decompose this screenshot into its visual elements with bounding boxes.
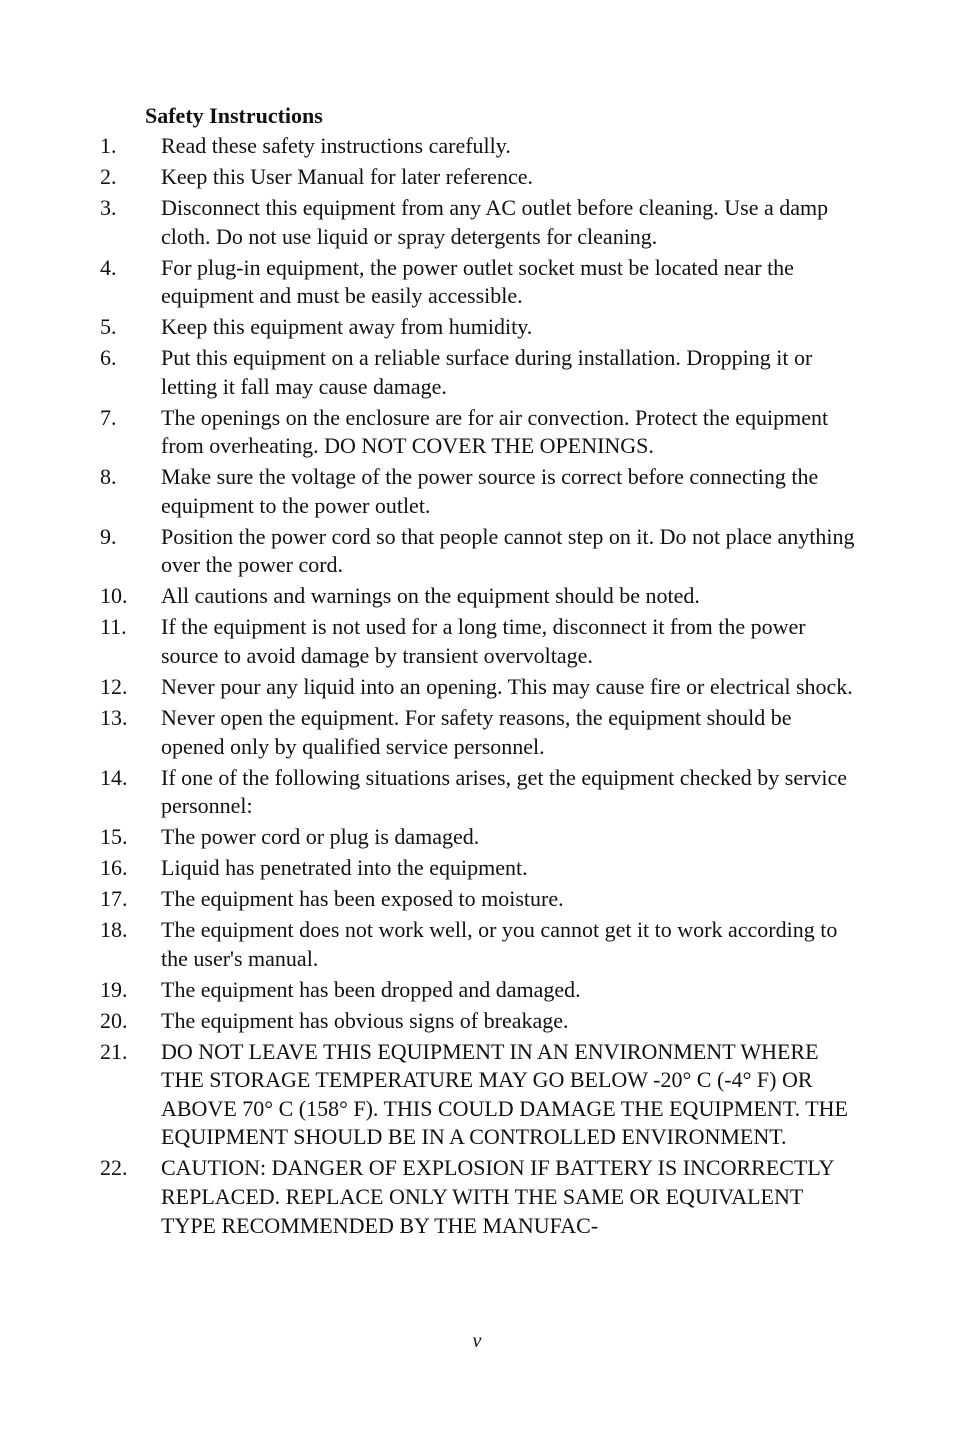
list-item bbox=[100, 132, 860, 161]
list-item-number: 2. bbox=[100, 163, 117, 189]
list-item-text: Never pour any liquid into an opening. This may cause fire or electrical shock. bbox=[161, 673, 853, 699]
list-item-text: Position the power cord so that people cannot step on it. Do not place anything over the power cord. bbox=[161, 523, 855, 578]
list-item bbox=[100, 1038, 860, 1152]
list-item-text: Keep this equipment away from humidity. bbox=[161, 314, 533, 340]
list-item-number: 6. bbox=[100, 345, 117, 371]
list-item-number: 11. bbox=[100, 614, 127, 640]
list-item-number: 7. bbox=[100, 404, 117, 430]
list-item bbox=[100, 344, 860, 401]
list-item-text: The openings on the enclosure are for air convection. Protect the equipment from overheating. DO NOT COVER THE OPENINGS. bbox=[161, 404, 829, 459]
page-title: Safety Instructions bbox=[145, 103, 323, 128]
list-item-text: The equipment has been dropped and damaged. bbox=[161, 976, 581, 1002]
list-item-text: The equipment has obvious signs of breakage. bbox=[161, 1007, 569, 1033]
list-item-text: Disconnect this equipment from any AC outlet before cleaning. Use a damp cloth. Do not use liquid or spray detergents for cleaning. bbox=[161, 194, 829, 249]
list-item bbox=[100, 885, 860, 914]
list-item-number: 18. bbox=[100, 917, 128, 943]
list-item-number: 5. bbox=[100, 314, 117, 340]
list-item-text: Read these safety instructions carefully. bbox=[161, 133, 511, 158]
list-item-text: For plug-in equipment, the power outlet socket must be located near the equipment and must be easily accessible. bbox=[161, 254, 794, 309]
page-number: v bbox=[472, 1330, 482, 1352]
list-item-number: 13. bbox=[100, 704, 128, 730]
list-item bbox=[100, 1007, 860, 1036]
list-item bbox=[100, 254, 860, 311]
list-item bbox=[100, 523, 860, 580]
list-item-number: 3. bbox=[100, 194, 117, 220]
list-item-number: 8. bbox=[100, 464, 117, 490]
list-item-number: 17. bbox=[100, 886, 128, 912]
list-item bbox=[100, 916, 860, 973]
list-item-number: 22. bbox=[100, 1155, 128, 1181]
list-item-text: Liquid has penetrated into the equipment. bbox=[161, 855, 528, 881]
list-item-text: All cautions and warnings on the equipment should be noted. bbox=[161, 583, 700, 609]
list-item bbox=[100, 613, 860, 670]
safety-instructions-list bbox=[100, 132, 860, 1243]
list-item-text: DO NOT LEAVE THIS EQUIPMENT IN AN ENVIRONMENT WHERE THE STORAGE TEMPERATURE MAY GO BELOW -20° C (-4° F) OR ABOVE 70° C (158° F). THIS COULD DAMAGE THE EQUIPMENT. THE EQUIPMENT SHOULD BE IN A CONTROLLED ENVIRONMENT. bbox=[161, 1038, 848, 1150]
list-item bbox=[100, 673, 860, 702]
list-item bbox=[100, 976, 860, 1005]
list-item bbox=[100, 854, 860, 883]
list-item bbox=[100, 582, 860, 611]
list-item-number: 14. bbox=[100, 764, 128, 790]
list-item-number: 16. bbox=[100, 855, 128, 881]
list-item-text: Keep this User Manual for later reference. bbox=[161, 163, 533, 189]
list-item-number: 20. bbox=[100, 1007, 128, 1033]
list-item-number: 1. bbox=[100, 133, 117, 158]
list-item-text: Put this equipment on a reliable surface during installation. Dropping it or letting it fall may cause damage. bbox=[161, 345, 813, 399]
list-item bbox=[100, 163, 860, 192]
list-item-number: 15. bbox=[100, 824, 128, 850]
list-item-number: 19. bbox=[100, 976, 128, 1002]
list-item bbox=[100, 404, 860, 461]
list-item-text: The equipment does not work well, or you cannot get it to work according to the user's manual. bbox=[161, 917, 838, 971]
list-item-text: Make sure the voltage of the power source is correct before connecting the equipment to the power outlet. bbox=[161, 464, 819, 518]
list-item-number: 12. bbox=[100, 673, 128, 699]
list-item bbox=[100, 313, 860, 342]
list-item-text: If the equipment is not used for a long time, disconnect it from the power source to avoid damage by transient overvoltage. bbox=[161, 614, 806, 668]
list-item bbox=[100, 764, 860, 821]
list-item-number: 4. bbox=[100, 254, 117, 280]
list-item-number: 9. bbox=[100, 523, 117, 549]
list-item-text: The power cord or plug is damaged. bbox=[161, 824, 480, 850]
list-item bbox=[100, 194, 860, 251]
list-item bbox=[100, 704, 860, 761]
list-item-text: If one of the following situations arises, get the equipment checked by service personnel: bbox=[161, 764, 848, 819]
list-item bbox=[100, 1154, 860, 1240]
list-item-number: 21. bbox=[100, 1038, 128, 1064]
list-item-number: 10. bbox=[100, 583, 128, 609]
list-item-text: Never open the equipment. For safety reasons, the equipment should be opened only by qualified service personnel. bbox=[161, 704, 792, 759]
list-item bbox=[100, 463, 860, 520]
list-item-text: The equipment has been exposed to moisture. bbox=[161, 886, 564, 912]
list-item bbox=[100, 823, 860, 852]
list-item-text: CAUTION: DANGER OF EXPLOSION IF BATTERY IS INCORRECTLY REPLACED. REPLACE ONLY WITH THE SAME OR EQUIVALENT TYPE RECOMMENDED BY THE MANUFAC- bbox=[161, 1155, 834, 1238]
